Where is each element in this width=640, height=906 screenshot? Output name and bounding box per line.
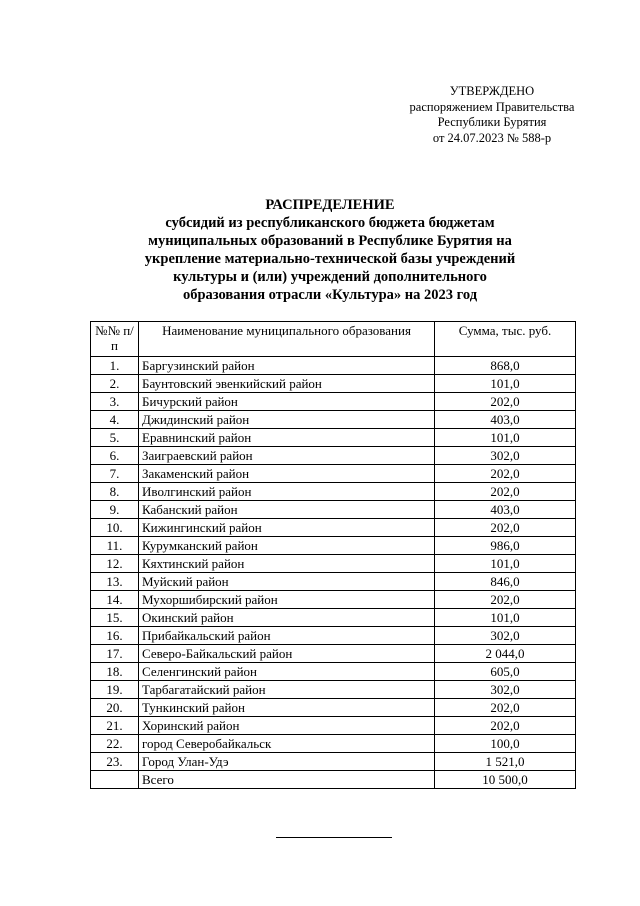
- subsidy-amount: 100,0: [435, 735, 576, 753]
- municipality-name: Бичурский район: [139, 393, 435, 411]
- subsidy-amount: 302,0: [435, 627, 576, 645]
- table-row: [91, 699, 576, 717]
- table-row: [91, 609, 576, 627]
- row-number: 7.: [91, 465, 139, 483]
- municipality-name: Кижингинский район: [139, 519, 435, 537]
- municipality-name: Курумканский район: [139, 537, 435, 555]
- table-row: [91, 375, 576, 393]
- municipality-name: Город Улан-Удэ: [139, 753, 435, 771]
- subsidy-amount: 202,0: [435, 519, 576, 537]
- municipality-name: Кабанский район: [139, 501, 435, 519]
- table-row: [91, 663, 576, 681]
- row-number: 4.: [91, 411, 139, 429]
- municipality-name: Баргузинский район: [139, 357, 435, 375]
- subsidy-amount: 868,0: [435, 357, 576, 375]
- subsidy-amount: 403,0: [435, 501, 576, 519]
- subsidy-amount: 101,0: [435, 375, 576, 393]
- document-title: РАСПРЕДЕЛЕНИЕ: [265, 197, 395, 213]
- table-row: [91, 429, 576, 447]
- approval-authority: распоряжением Правительства: [409, 99, 575, 114]
- subsidy-amount: 605,0: [435, 663, 576, 681]
- municipality-name: Кяхтинский район: [139, 555, 435, 573]
- municipality-name: город Северобайкальск: [139, 735, 435, 753]
- table-row: [91, 501, 576, 519]
- row-number: 5.: [91, 429, 139, 447]
- row-number: 18.: [91, 663, 139, 681]
- table-row: [91, 357, 576, 375]
- distribution-table: [90, 321, 576, 789]
- subsidy-amount: 403,0: [435, 411, 576, 429]
- row-number: 21.: [91, 717, 139, 735]
- municipality-name: Тарбагатайский район: [139, 681, 435, 699]
- subsidy-amount: 1 521,0: [435, 753, 576, 771]
- row-number: 2.: [91, 375, 139, 393]
- municipality-name: Прибайкальский район: [139, 627, 435, 645]
- header-municipality: Наименование муниципального образования: [139, 322, 435, 357]
- table-header-row: [91, 322, 576, 357]
- total-municipality-name: Всего: [139, 771, 435, 789]
- table-row: [91, 573, 576, 591]
- row-number: 15.: [91, 609, 139, 627]
- subsidy-amount: 202,0: [435, 699, 576, 717]
- subsidy-amount: 202,0: [435, 465, 576, 483]
- table-row: [91, 681, 576, 699]
- total-row-number: [91, 771, 139, 789]
- subsidy-amount: 101,0: [435, 609, 576, 627]
- municipality-name: Северо-Байкальский район: [139, 645, 435, 663]
- row-number: 22.: [91, 735, 139, 753]
- municipality-name: Тункинский район: [139, 699, 435, 717]
- row-number: 1.: [91, 357, 139, 375]
- approval-region: Республики Бурятия: [437, 115, 547, 129]
- row-number: 16.: [91, 627, 139, 645]
- row-number: 17.: [91, 645, 139, 663]
- subsidy-amount: 202,0: [435, 393, 576, 411]
- row-number: 14.: [91, 591, 139, 609]
- document-subtitle-line: образования отрасли «Культура» на 2023 год: [182, 287, 478, 303]
- subsidy-amount: 101,0: [435, 429, 576, 447]
- row-number: 6.: [91, 447, 139, 465]
- table-row: [91, 465, 576, 483]
- header-number: №№ п/п: [91, 322, 139, 357]
- document-subtitle-line: укрепление материально-технической базы учреждений: [144, 251, 516, 267]
- municipality-name: Закаменский район: [139, 465, 435, 483]
- municipality-name: Еравнинский район: [139, 429, 435, 447]
- table-row: [91, 735, 576, 753]
- row-number: 9.: [91, 501, 139, 519]
- subsidy-amount: 846,0: [435, 573, 576, 591]
- row-number: 13.: [91, 573, 139, 591]
- municipality-name: Муйский район: [139, 573, 435, 591]
- total-row: [91, 771, 576, 789]
- subsidy-amount: 202,0: [435, 591, 576, 609]
- subsidy-amount: 202,0: [435, 717, 576, 735]
- subsidy-amount: 2 044,0: [435, 645, 576, 663]
- municipality-name: Джидинский район: [139, 411, 435, 429]
- municipality-name: Иволгинский район: [139, 483, 435, 501]
- row-number: 20.: [91, 699, 139, 717]
- municipality-name: Заиграевский район: [139, 447, 435, 465]
- row-number: 10.: [91, 519, 139, 537]
- row-number: 23.: [91, 753, 139, 771]
- approval-title: УТВЕРЖДЕНО: [449, 84, 535, 98]
- table-row: [91, 519, 576, 537]
- table-row: [91, 627, 576, 645]
- row-number: 19.: [91, 681, 139, 699]
- footer-divider: [276, 837, 392, 838]
- table-row: [91, 645, 576, 663]
- approval-stamp: [392, 84, 592, 146]
- document-subtitle-line: культуры и (или) учреждений дополнительного: [173, 269, 487, 285]
- approval-date-number: от 24.07.2023 № 588-р: [432, 130, 552, 145]
- table-row: [91, 555, 576, 573]
- subsidy-amount: 101,0: [435, 555, 576, 573]
- municipality-name: Мухоршибирский район: [139, 591, 435, 609]
- row-number: 12.: [91, 555, 139, 573]
- subsidy-amount: 202,0: [435, 483, 576, 501]
- municipality-name: Окинский район: [139, 609, 435, 627]
- row-number: 11.: [91, 537, 139, 555]
- document-subtitle-line: муниципальных образований в Республике Бурятия на: [148, 233, 512, 249]
- total-subsidy-amount: 10 500,0: [435, 771, 576, 789]
- subsidy-amount: 302,0: [435, 681, 576, 699]
- table-row: [91, 537, 576, 555]
- municipality-name: Хоринский район: [139, 717, 435, 735]
- table-row: [91, 393, 576, 411]
- document-subtitle-line: субсидий из республиканского бюджета бюджетам: [165, 215, 495, 231]
- municipality-name: Селенгинский район: [139, 663, 435, 681]
- table-row: [91, 483, 576, 501]
- table-row: [91, 753, 576, 771]
- header-amount: Сумма, тыс. руб.: [435, 322, 576, 357]
- document-heading: [110, 196, 550, 304]
- row-number: 8.: [91, 483, 139, 501]
- table-row: [91, 411, 576, 429]
- table-row: [91, 717, 576, 735]
- subsidy-amount: 986,0: [435, 537, 576, 555]
- municipality-name: Баунтовский эвенкийский район: [139, 375, 435, 393]
- table-row: [91, 591, 576, 609]
- table-row: [91, 447, 576, 465]
- table-body: [91, 357, 576, 789]
- row-number: 3.: [91, 393, 139, 411]
- subsidy-amount: 302,0: [435, 447, 576, 465]
